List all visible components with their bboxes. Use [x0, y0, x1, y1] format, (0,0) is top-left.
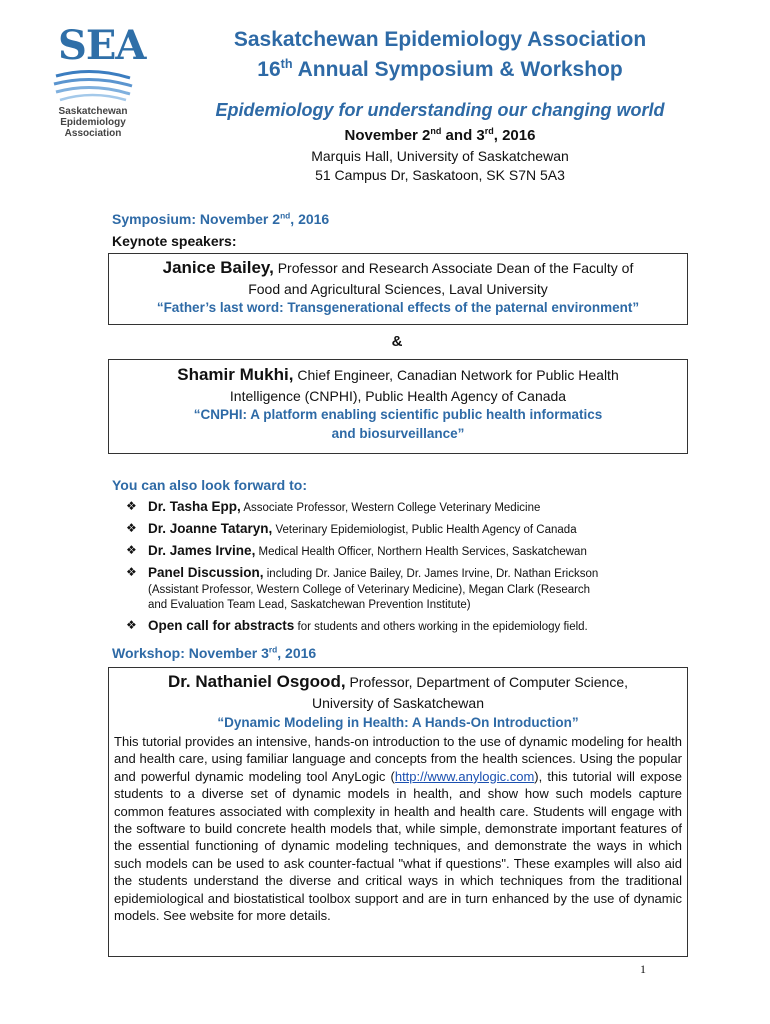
item-desc: Veterinary Epidemiologist, Public Health Agency of Canada: [272, 524, 577, 536]
description-part-1: This tutorial provides an intensive, hands-on introduction to the use of dynamic modeling for health and health care, using familiar language and concepts from the health sciences. Using the popular and powerful dynamic modeling tool AnyLogic (: [114, 734, 682, 784]
list-item: [126, 542, 686, 561]
event-name: Annual Symposium & Workshop: [292, 58, 623, 81]
speaker-2-talk-1: “CNPHI: A platform enabling scientific public health informatics: [193, 407, 603, 422]
item-name: Open call for abstracts: [148, 618, 295, 633]
item-name: Dr. Tasha Epp,: [148, 499, 241, 514]
logo-waves-icon: [52, 68, 134, 104]
speaker-1-talk: “Father’s last word: Transgenerational effects of the paternal environment”: [156, 300, 640, 315]
logo-line-3: Association: [64, 128, 122, 139]
date-mid: and 3: [441, 127, 485, 144]
date-b-suffix: rd: [484, 126, 494, 136]
workshop-talk: “Dynamic Modeling in Health: A Hands-On Introduction”: [217, 715, 579, 730]
panel-desc-2: (Assistant Professor, Western College of Veterinary Medicine), Megan Clark (Research: [148, 584, 591, 596]
speaker-2-talk-2: and biosurveillance”: [331, 426, 465, 441]
item-name: Dr. Joanne Tataryn,: [148, 521, 273, 536]
page-number: 1: [640, 962, 646, 976]
org-title: Saskatchewan Epidemiology Association: [233, 28, 647, 51]
workshop-speaker-line: [109, 671, 687, 694]
sea-logo: [52, 22, 146, 152]
ampersand: &: [391, 333, 403, 350]
event-title: [150, 58, 730, 82]
workshop-speaker-desc-2: University of Saskatchewan: [312, 695, 484, 711]
logo-name: [52, 106, 134, 139]
diamond-cross-icon: ❖: [126, 618, 137, 632]
workshop-box: [108, 667, 688, 957]
event-dates: [150, 127, 730, 144]
symposium-heading-year: , 2016: [290, 211, 330, 227]
list-item: [126, 564, 686, 613]
list-item: [126, 498, 686, 517]
keynote-box-2: [108, 359, 688, 454]
diamond-cross-icon: ❖: [126, 565, 137, 579]
also-heading: You can also look forward to:: [112, 477, 307, 493]
also-list: [126, 498, 686, 639]
workshop-heading-text: Workshop: November 3: [112, 645, 269, 661]
workshop-speaker-desc-1: Professor, Department of Computer Science,: [345, 674, 629, 690]
keynote-label: Keynote speakers:: [112, 233, 237, 249]
speaker-2-desc-1: Chief Engineer, Canadian Network for Public Health: [293, 367, 619, 383]
edition-number: 16: [257, 58, 281, 81]
edition-suffix: th: [280, 57, 293, 71]
keynote-box-1: [108, 253, 688, 325]
list-item: [126, 520, 686, 539]
item-desc: for students and others working in the epidemiology field.: [294, 621, 588, 633]
address: 51 Campus Dr, Saskatoon, SK S7N 5A3: [315, 167, 565, 183]
date-year: , 2016: [493, 127, 536, 144]
speaker-1-desc-1: Professor and Research Associate Dean of the Faculty of: [273, 260, 634, 276]
panel-desc-3: and Evaluation Team Lead, Saskatchewan Prevention Institute): [148, 599, 471, 611]
item-desc: including Dr. Janice Bailey, Dr. James Irvine, Dr. Nathan Erickson: [263, 568, 599, 580]
description-part-2: ), this tutorial will expose students to a diverse set of dynamic models in health, and show how such models capture common features associated with complexity in health and health care. Students will engage with the software to build concrete health models that, while simple, demonstrate important features of the essential functioning of dynamic modeling techniques, and demonstrate the ways in which such models can be used to ask counter-factual "what if questions". These examples will also aid the students understand the diverse and critical ways in which techniques from the traditional epidemiological and biostatistical toolbox support and are in turn enhanced by the use of dynamic models. See website for more details.: [114, 768, 682, 924]
workshop-heading-year: , 2016: [277, 645, 317, 661]
speaker-1-name: Janice Bailey,: [162, 258, 274, 277]
list-item: [126, 617, 686, 636]
item-desc: Associate Professor, Western College Veterinary Medicine: [240, 502, 541, 514]
date-a-suffix: nd: [430, 126, 442, 136]
item-desc: Medical Health Officer, Northern Health Services, Saskatchewan: [255, 546, 587, 558]
item-name: Dr. James Irvine,: [148, 543, 256, 558]
diamond-cross-icon: ❖: [126, 543, 137, 557]
speaker-2-line: [109, 364, 687, 387]
anylogic-link[interactable]: http://www.anylogic.com: [394, 768, 535, 784]
diamond-cross-icon: ❖: [126, 521, 137, 535]
logo-line-1: Saskatchewan: [58, 106, 128, 117]
workshop-speaker-name: Dr. Nathaniel Osgood,: [167, 672, 346, 691]
logo-acronym: SEA: [58, 22, 146, 69]
speaker-2-desc-2: Intelligence (CNPHI), Public Health Agency of Canada: [229, 388, 567, 404]
symposium-heading-suffix: nd: [280, 210, 291, 221]
item-name: Panel Discussion,: [148, 565, 264, 580]
date-a: November 2: [344, 127, 431, 144]
workshop-heading-suffix: rd: [268, 644, 278, 655]
venue: Marquis Hall, University of Saskatchewan: [311, 148, 569, 164]
speaker-2-name: Shamir Mukhi,: [177, 365, 294, 384]
workshop-heading: [112, 645, 316, 661]
symposium-heading-text: Symposium: November 2: [112, 211, 281, 227]
logo-line-2: Epidemiology: [60, 117, 126, 128]
workshop-description: [109, 733, 687, 924]
speaker-1-line: [109, 257, 687, 280]
speaker-1-desc-2: Food and Agricultural Sciences, Laval University: [248, 281, 548, 297]
symposium-heading: [112, 211, 329, 227]
tagline: Epidemiology for understanding our changing world: [215, 100, 665, 120]
diamond-cross-icon: ❖: [126, 499, 137, 513]
